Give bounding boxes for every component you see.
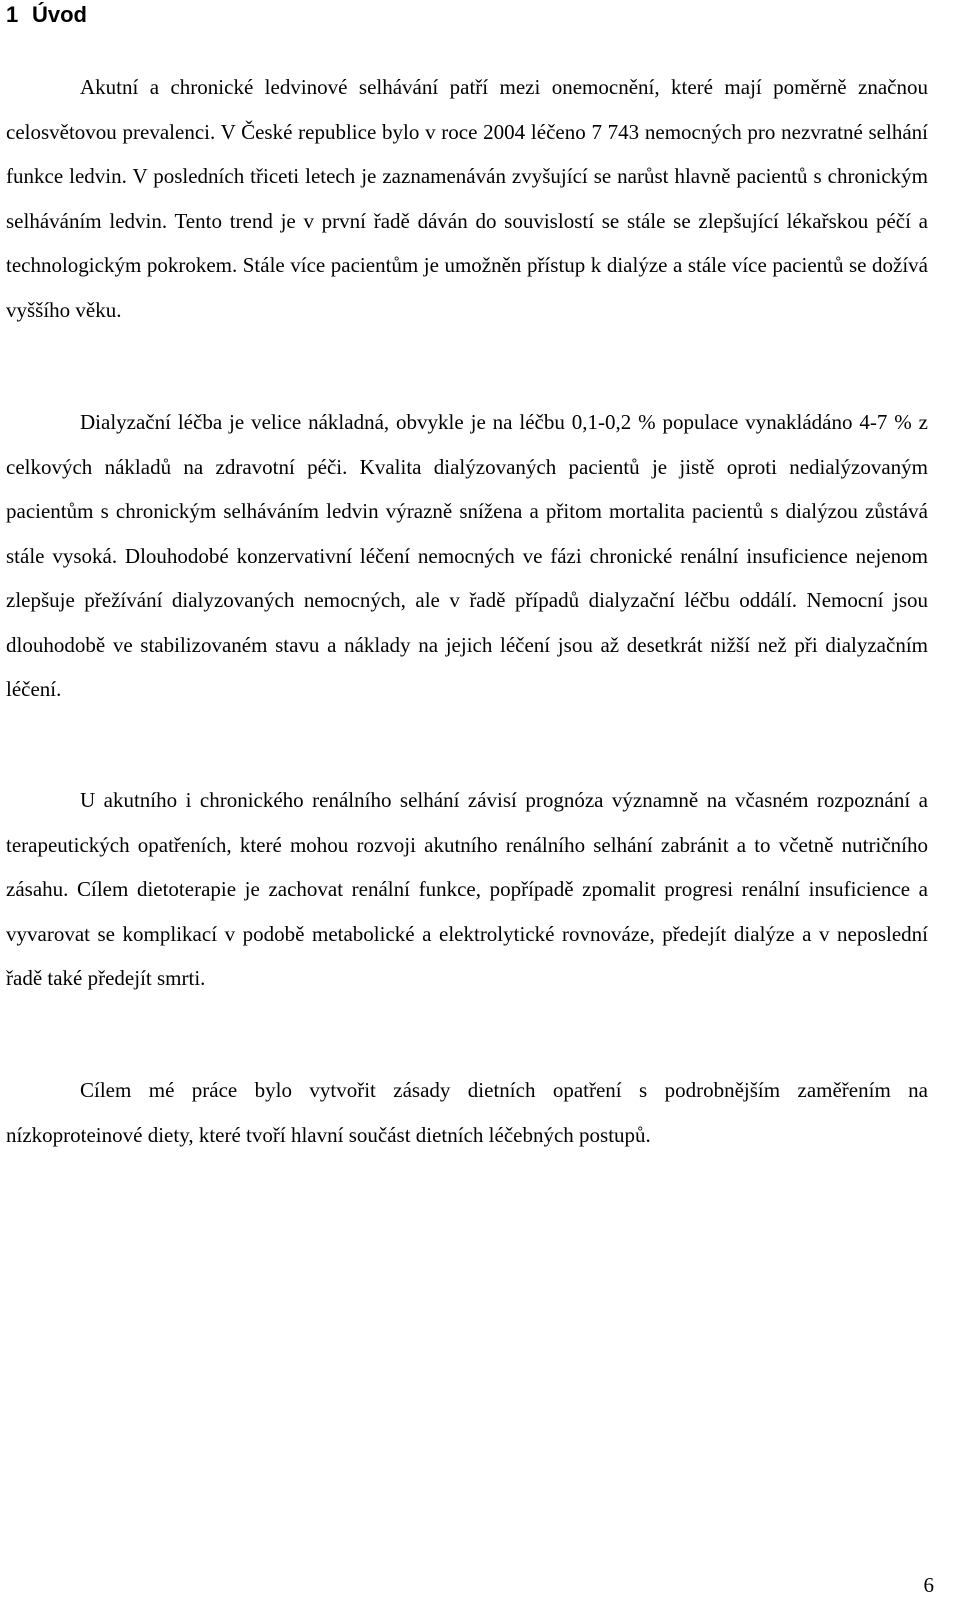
page-number: 6: [923, 1573, 934, 1597]
paragraph-2: Dialyzační léčba je velice nákladná, obvykle je na léčbu 0,1-0,2 % populace vynakládáno 4-7 % z celkových nákladů na zdravotní péči. Kvalita dialýzovaných pacientů je jistě oproti nedialýzovaným pacientům s chronickým selháváním ledvin výrazně snížena a přitom mortalita pacientů s dialýzou zůstává stále vysoká. Dlouhodobé konzervativní léčení nemocných ve fázi chronické renální insuficience nejenom zlepšuje přežívání dialyzovaných nemocných, ale v řadě případů dialyzační léčbu oddálí. Nemocní jsou dlouhodobě ve stabilizovaném stavu a náklady na jejich léčení jsou až desetkrát nižší než při dialyzačním léčení.: [6, 410, 928, 701]
section-heading: [6, 0, 87, 30]
section-title: Úvod: [32, 2, 87, 27]
paragraph-4: Cílem mé práce bylo vytvořit zásady dietních opatření s podrobnějším zaměřením na nízkoproteinové diety, které tvoří hlavní součást dietních léčebných postupů.: [6, 1078, 928, 1147]
paragraph-3: U akutního i chronického renálního selhání závisí prognóza významně na včasném rozpoznání a terapeutických opatřeních, které mohou rozvoji akutního renálního selhání zabránit a to včetně nutričního zásahu. Cílem dietoterapie je zachovat renální funkce, popřípadě zpomalit progresi renální insuficience a vyvarovat se komplikací v podobě metabolické a elektrolytické rovnováze, předejít dialýze a v neposlední řadě také předejít smrti.: [6, 788, 928, 990]
paragraph-1: Akutní a chronické ledvinové selhávání patří mezi onemocnění, které mají poměrně značnou celosvětovou prevalenci. V České republice bylo v roce 2004 léčeno 7 743 nemocných pro nezvratné selhání funkce ledvin. V posledních třiceti letech je zaznamenáván zvyšující se narůst hlavně pacientů s chronickým selháváním ledvin. Tento trend je v první řadě dáván do souvislostí se stále se zlepšující lékařskou péčí a technologickým pokrokem. Stále více pacientům je umožněn přístup k dialýze a stále více pacientů se dožívá vyššího věku.: [6, 75, 928, 322]
section-number: 1: [6, 2, 19, 27]
